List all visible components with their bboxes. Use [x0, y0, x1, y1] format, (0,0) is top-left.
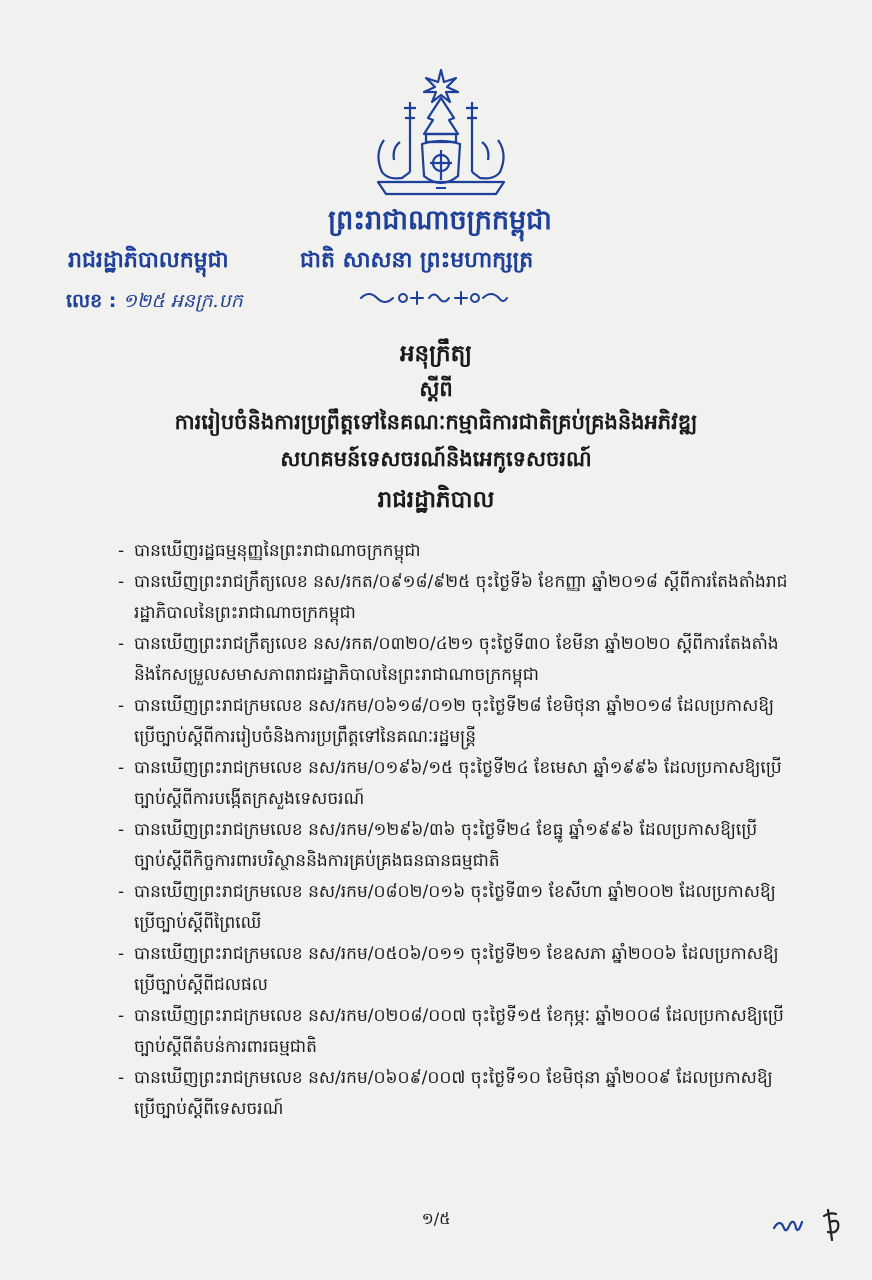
national-motto: ជាតិ សាសនា ព្រះមហាក្សត្រ — [300, 248, 534, 273]
recital-item — [118, 567, 788, 629]
recital-dash: - — [118, 944, 125, 964]
recital-item — [118, 691, 788, 753]
recital-item — [118, 815, 788, 877]
recital-text: បានឃើញព្រះរាជក្រមលេខ នស/រកម/០៥០៦/០១១ ចុះថ្ងៃទី២១ ខែឧសភា ឆ្នាំ២០០៦ ដែលប្រកាសឱ្យប្រើច្បាប់ស្តីពីជលផល — [134, 944, 779, 995]
decree-about: ស្តីពី — [419, 377, 453, 401]
recital-dash: - — [118, 634, 125, 654]
recital-item — [118, 1001, 788, 1063]
recital-text: បានឃើញព្រះរាជក្រមលេខ នស/រកម/០២០៨/០០៧ ចុះថ្ងៃទី១៥ ខែកុម្ភៈ ឆ្នាំ២០០៨ ដែលប្រកាសឱ្យប្រើច្បាប់ស្តីពីតំបន់ការពារធម្មជាតិ — [134, 1006, 784, 1057]
recital-text: បានឃើញព្រះរាជក្រឹត្យលេខ នស/រកត/០៩១៨/៩២៥ ចុះថ្ងៃទី៦ ខែកញ្ញា ឆ្នាំ២០១៨ ស្តីពីការតែងតាំងរាជរដ្ឋាភិបាលនៃព្រះរាជាណាចក្រកម្ពុជា — [134, 572, 788, 623]
royal-coat-of-arms-icon — [370, 68, 512, 204]
recital-item — [118, 629, 788, 691]
tacteing-ornament-icon — [357, 288, 511, 308]
recital-text: បានឃើញរដ្ឋធម្មនុញ្ញនៃព្រះរាជាណាចក្រកម្ពុជា — [134, 541, 421, 561]
recital-item — [118, 536, 788, 567]
recital-item — [118, 1063, 788, 1125]
document-number-value: ១២៥ អនក្រ.បក — [122, 290, 243, 312]
government-name: រាជរដ្ឋាភិបាលកម្ពុជា — [68, 248, 229, 273]
recitals-list — [118, 536, 788, 1125]
recital-dash: - — [118, 696, 125, 716]
recital-item — [118, 877, 788, 939]
recital-item — [118, 753, 788, 815]
document-number-label: លេខ : — [66, 290, 117, 312]
decree-type: អនុក្រឹត្យ — [399, 341, 473, 367]
page-number: ១/៥ — [421, 1209, 451, 1228]
issuing-authority: រាជរដ្ឋាភិបាល — [377, 487, 495, 513]
recital-text: បានឃើញព្រះរាជក្រមលេខ នស/រកម/០៦១៨/០១២ ចុះថ្ងៃទី២៨ ខែមិថុនា ឆ្នាំ២០១៨ ដែលប្រកាសឱ្យប្រើច្បាប់ស្តីពីការរៀបចំនិងការប្រព្រឹត្តទៅនៃគណៈរដ្ឋមន្ត្រី — [134, 696, 775, 747]
recital-item — [118, 939, 788, 1001]
recital-dash: - — [118, 758, 125, 778]
decree-subject-line-1: ការរៀបចំនិងការប្រព្រឹត្តទៅនៃគណៈកម្មាធិការជាតិគ្រប់គ្រងនិងអភិវឌ្ឍ — [174, 410, 698, 434]
decree-subject-line-2: សហគមន៍ទេសចរណ៍និងអេកូទេសចរណ៍ — [280, 447, 592, 471]
handwritten-initials-icon — [772, 1204, 846, 1244]
recital-dash: - — [118, 1068, 125, 1088]
recital-text: បានឃើញព្រះរាជក្រមលេខ នស/រកម/០១៩៦/១៥ ចុះថ្ងៃទី២៤ ខែមេសា ឆ្នាំ១៩៩៦ ដែលប្រកាសឱ្យប្រើច្បាប់ស្តីពីការបង្កើតក្រសួងទេសចរណ៍ — [134, 758, 782, 809]
recital-dash: - — [118, 1006, 125, 1026]
recital-text: បានឃើញព្រះរាជក្រឹត្យលេខ នស/រកត/០៣២០/៤២១ ចុះថ្ងៃទី៣០ ខែមីនា ឆ្នាំ២០២០ ស្តីពីការតែងតាំងនិងកែសម្រួលសមាសភាពរាជរដ្ឋាភិបាលនៃព្រះរាជាណាចក្រកម្ពុជា — [134, 634, 779, 685]
document-number — [66, 289, 243, 317]
recital-dash: - — [118, 572, 125, 592]
recital-dash: - — [118, 882, 125, 902]
recital-dash: - — [118, 541, 125, 561]
recital-text: បានឃើញព្រះរាជក្រមលេខ នស/រកម/១២៩៦/៣៦ ចុះថ្ងៃទី២៤ ខែធ្នូ ឆ្នាំ១៩៩៦ ដែលប្រកាសឱ្យប្រើច្បាប់ស្តីពីកិច្ចការពារបរិស្ថាននិងការគ្រប់គ្រងធនធានធម្មជាតិ — [134, 820, 758, 871]
decree-subject — [90, 404, 782, 478]
kingdom-title: ព្រះរាជាណាចក្រកម្ពុជា — [328, 205, 552, 236]
recital-dash: - — [118, 820, 125, 840]
recital-text: បានឃើញព្រះរាជក្រមលេខ នស/រកម/០៦០៩/០០៧ ចុះថ្ងៃទី១០ ខែមិថុនា ឆ្នាំ២០០៩ ដែលប្រកាសឱ្យប្រើច្បាប់ស្តីពីទេសចរណ៍ — [134, 1068, 773, 1119]
recital-text: បានឃើញព្រះរាជក្រមលេខ នស/រកម/០៨០២/០១៦ ចុះថ្ងៃទី៣១ ខែសីហា ឆ្នាំ២០០២ ដែលប្រកាសឱ្យប្រើច្បាប់ស្តីពីព្រៃឈើ — [134, 882, 776, 933]
